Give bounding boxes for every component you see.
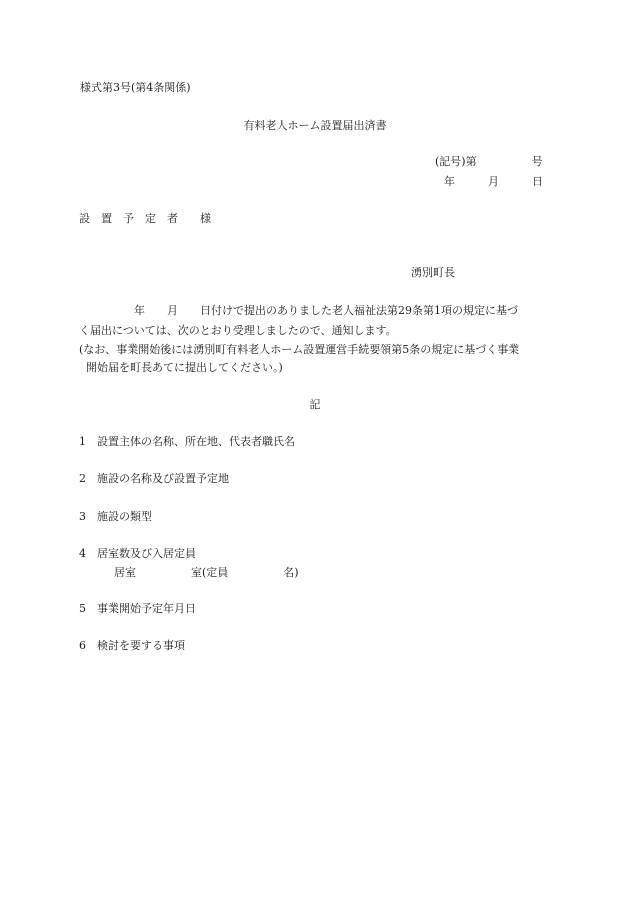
note-text-line: (なお、事業開始後には湧別町有料老人ホーム設置運営手続要領第5条の規定に基づく事業 <box>79 343 520 356</box>
form-number: 様式第3号(第4条関係) <box>80 81 191 94</box>
list-item: 2 施設の名称及び設置予定地 <box>79 472 229 485</box>
list-item: 6 検討を要する事項 <box>79 639 185 652</box>
document-title: 有料老人ホーム設置届出済書 <box>243 119 387 132</box>
ki-heading: 記 <box>309 398 321 411</box>
body-text-line: 年 月 日付けで提出のありました老人福祉法第29条第1項の規定に基づ <box>79 304 518 317</box>
issuer-name: 湧別町長 <box>411 266 455 279</box>
addressee: 設 置 予 定 者 様 <box>79 212 211 225</box>
list-item: 1 設置主体の名称、所在地、代表者職氏名 <box>79 435 295 448</box>
list-item-detail: 居室 室(定員 名) <box>114 566 299 579</box>
note-text-line: 開始届を町長あてに提出してください。) <box>86 361 283 374</box>
body-text-line: く届出については、次のとおり受理しましたので、通知します。 <box>79 324 397 337</box>
list-item: 4 居室数及び入居定員 <box>79 547 196 560</box>
reference-number: (記号)第 号 <box>435 155 543 168</box>
list-item: 5 事業開始予定年月日 <box>79 602 196 615</box>
list-item: 3 施設の類型 <box>79 510 152 523</box>
reference-date: 年 月 日 <box>444 175 543 188</box>
